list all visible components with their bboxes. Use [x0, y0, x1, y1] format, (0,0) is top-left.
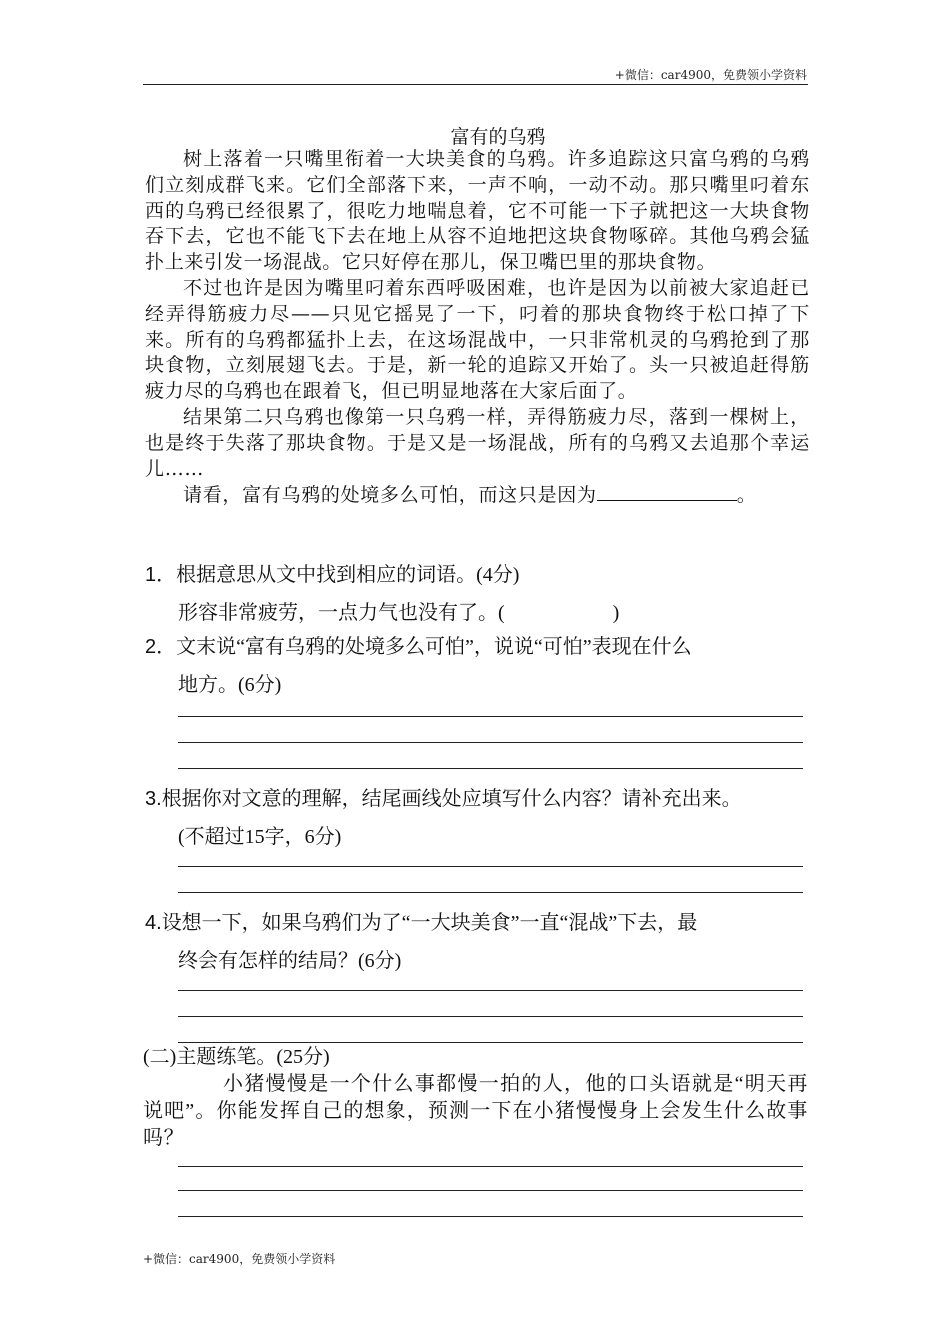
question-text: 根据你对文意的理解，结尾画线处应填写什么内容？请补充出来。: [161, 788, 742, 810]
section-prompt: 小猪慢慢是一个什么事都慢一拍的人，他的口头语就是“明天再说吧”。你能发挥自己的想象，预测一下在小猪慢慢身上会发生什么故事吗？: [143, 1073, 808, 1149]
question-text: (不超过15字，6分): [178, 826, 342, 848]
header-rule: [143, 84, 808, 85]
fill-in-blank[interactable]: [597, 482, 737, 501]
header-note: +微信：car4900，免费领小学资料: [614, 68, 807, 82]
question-number: 1．: [145, 564, 177, 586]
last-line-prefix: 请看，富有乌鸦的处境多么可怕，而这只是因为: [183, 484, 597, 507]
answer-line[interactable]: [178, 866, 803, 867]
question-text: 形容非常疲劳，一点力气也没有了。(: [178, 602, 505, 624]
passage-title: 富有的乌鸦: [450, 126, 546, 148]
question-text: 地方。(6分): [178, 674, 282, 696]
section-2: [143, 1044, 808, 1152]
question-text: 终会有怎样的结局？(6分): [178, 950, 402, 972]
question-2: [145, 628, 810, 704]
question-number: 3.: [145, 788, 162, 810]
footer-note: +微信：car4900，免费领小学资料: [143, 1252, 336, 1266]
passage-paragraph: 树上落着一只嘴里衔着一大块美食的乌鸦。许多追踪这只富乌鸦的乌鸦们立刻成群飞来。它们全部落下来，一声不响，一动不动。那只嘴里叼着东西的乌鸦已经很累了，很吃力地喘息着，它不可能一下子就把这一大块食物吞下去，它也不能飞下去在地上从容不迫地把这块食物啄碎。其他乌鸦会猛扑上来引发一场混战。它只好停在那儿，保卫嘴巴里的那块食物。: [145, 148, 810, 274]
question-text: 文末说“富有乌鸦的处境多么可怕”，说说“可怕”表现在什么: [176, 636, 692, 658]
answer-line[interactable]: [178, 1016, 803, 1017]
question-4: [145, 904, 810, 980]
passage-last-line: [145, 482, 810, 509]
passage-body: [145, 147, 810, 509]
question-number: 2．: [145, 636, 177, 658]
question-text: 设想一下，如果乌鸦们为了“一大块美食”一直“混战”下去，最: [161, 912, 698, 934]
passage-paragraph: 不过也许是因为嘴里叼着东西呼吸困难，也许是因为以前被大家追赶已经弄得筋疲力尽——只见它摇晃了一下，叼着的那块食物终于松口掉了下来。所有的乌鸦都猛扑上去，在这场混战中，一只非常机灵的乌鸦抢到了那块食物，立刻展翅飞去。于是，新一轮的追踪又开始了。头一只被追赶得筋疲力尽的乌鸦也在跟着飞，但已明显地落在大家后面了。: [145, 276, 810, 403]
question-number: 4.: [145, 912, 162, 934]
answer-line[interactable]: [178, 1166, 803, 1167]
question-text: ): [612, 602, 620, 624]
answer-line[interactable]: [178, 768, 803, 769]
answer-line[interactable]: [178, 1190, 803, 1191]
question-text: 根据意思从文中找到相应的词语。(4分): [176, 564, 520, 586]
last-line-suffix: 。: [736, 484, 757, 507]
answer-line[interactable]: [178, 742, 803, 743]
question-1: [145, 556, 810, 632]
answer-line[interactable]: [178, 892, 803, 893]
answer-line[interactable]: [178, 716, 803, 717]
section-heading: (二)主题练笔。(25分): [143, 1046, 330, 1068]
answer-line[interactable]: [178, 990, 803, 991]
passage-paragraph: 结果第二只乌鸦也像第一只乌鸦一样，弄得筋疲力尽，落到一棵树上，也是终于失落了那块食物。于是又是一场混战，所有的乌鸦又去追那个幸运儿……: [145, 405, 810, 480]
question-3: [145, 780, 810, 856]
answer-line[interactable]: [178, 1042, 803, 1043]
answer-line[interactable]: [178, 1216, 803, 1217]
